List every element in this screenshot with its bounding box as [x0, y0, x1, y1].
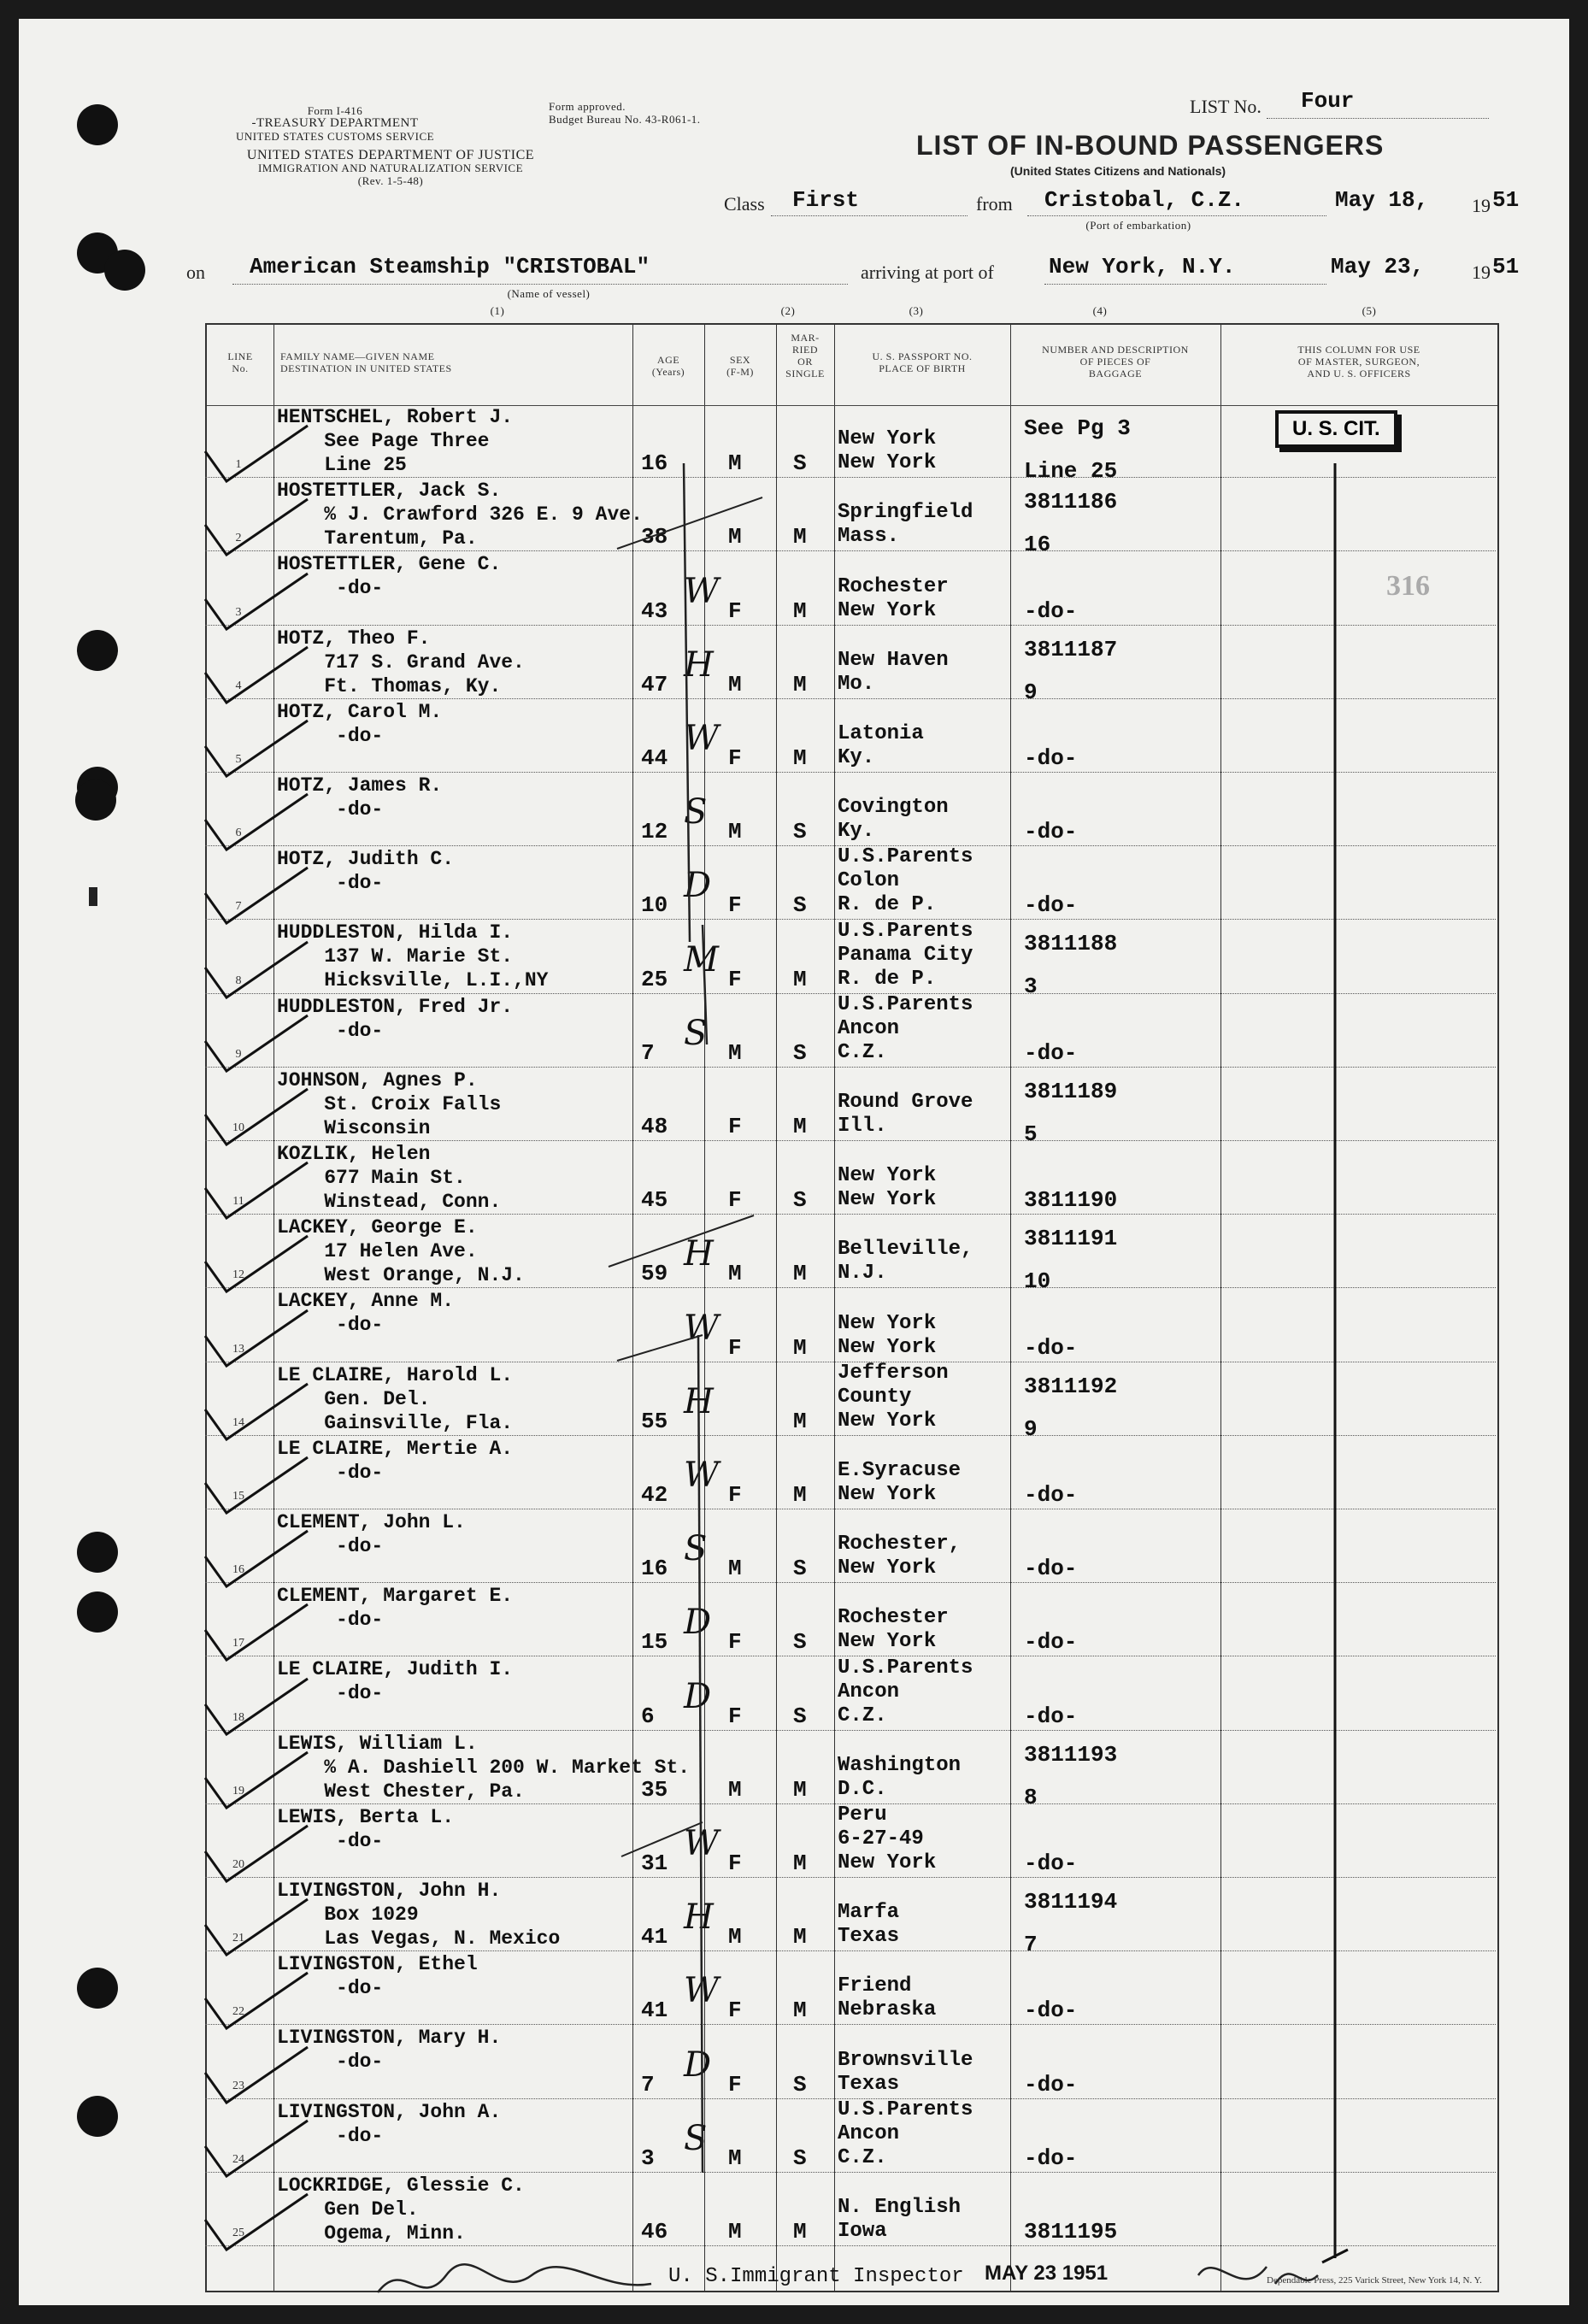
line-number: 12 — [232, 1268, 244, 1282]
place-of-birth: Rochester, New York — [838, 1533, 962, 1580]
age: 47 — [641, 671, 668, 697]
age: 25 — [641, 966, 668, 992]
place-of-birth: Rochester New York — [838, 574, 949, 622]
place-of-birth: E.Syracuse New York — [838, 1458, 962, 1506]
age: 41 — [641, 1997, 668, 2024]
baggage: -do- — [1024, 892, 1078, 919]
line-number: 19 — [232, 1784, 244, 1797]
arrival-date-stamp: MAY 23 1951 — [985, 2262, 1109, 2285]
line-number: 1 — [235, 458, 242, 472]
baggage: -do- — [1024, 1556, 1078, 1582]
baggage: -do- — [1024, 597, 1078, 624]
list-number-value: Four — [1301, 88, 1355, 114]
line-number: 17 — [232, 1637, 244, 1650]
class-value: First — [792, 187, 860, 213]
passenger-name-destination: LE CLAIRE, Mertie A. -do- — [277, 1437, 514, 1484]
rev-line: (Rev. 1-5-48) — [357, 174, 424, 187]
marital-status: M — [793, 1334, 807, 1361]
place-of-birth: New Haven Mo. — [838, 648, 949, 696]
sex: F — [728, 892, 742, 919]
age: 12 — [641, 819, 668, 845]
line-number: 9 — [235, 1047, 242, 1061]
sex: M — [728, 671, 742, 697]
sex: F — [728, 966, 742, 992]
arrival-year-prefix: 19 — [1472, 262, 1491, 283]
approval-line: Form approved. — [549, 100, 626, 113]
sex: F — [728, 1997, 742, 2024]
age: 42 — [641, 1481, 668, 1508]
col-header-officers: THIS COLUMN FOR USE OF MASTER, SURGEON, AND U. S. OFFICERS — [1297, 344, 1420, 379]
list-title: LIST OF IN-BOUND PASSENGERS — [916, 130, 1385, 161]
ins-line: IMMIGRATION AND NATURALIZATION SERVICE — [257, 162, 524, 174]
passenger-name-destination: LACKEY, Anne M. -do- — [277, 1290, 455, 1337]
vessel-caption: (Name of vessel) — [507, 287, 591, 300]
baggage: -do- — [1024, 1997, 1078, 2024]
baggage: 3811188 3 — [1024, 931, 1118, 1000]
place-of-birth: Rochester New York — [838, 1606, 949, 1654]
inspector-label: U. S.Immigrant Inspector — [668, 2265, 964, 2288]
line-number: 3 — [235, 605, 242, 619]
passenger-name-destination: KOZLIK, Helen 677 Main St. Winstead, Conn. — [277, 1143, 502, 1213]
marital-status: S — [793, 819, 807, 845]
place-of-birth: Peru 6-27-49 New York — [838, 1803, 937, 1874]
age: 41 — [641, 1924, 668, 1950]
handwritten-annotation: S — [684, 1529, 708, 1569]
budget-line: Budget Bureau No. 43-R061-1. — [549, 113, 701, 126]
column-number: (4) — [1092, 304, 1108, 317]
marital-status: S — [793, 892, 807, 919]
passenger-name-destination: HOTZ, James R. -do- — [277, 774, 443, 821]
line-number: 18 — [232, 1710, 244, 1724]
passenger-name-destination: HUDDLESTON, Hilda I. 137 W. Marie St. Hicksville, L.I.,NY — [277, 921, 549, 992]
passenger-name-destination: LIVINGSTON, Mary H. -do- — [277, 2027, 502, 2074]
passenger-name-destination: LEWIS, Berta L. -do- — [277, 1805, 455, 1852]
sex: M — [728, 1556, 742, 1582]
age: 3 — [641, 2145, 655, 2171]
column-number: (1) — [490, 304, 505, 317]
sex: M — [728, 524, 742, 550]
col-header-sex: SEX (F-M) — [726, 354, 754, 378]
place-of-birth: U.S.Parents Ancon C.Z. — [838, 1656, 973, 1727]
passenger-name-destination: HOSTETTLER, Gene C. -do- — [277, 553, 502, 600]
line-number: 6 — [235, 827, 242, 840]
class-label: Class — [724, 193, 765, 215]
marital-status: M — [793, 1997, 807, 2024]
age: 6 — [641, 1703, 655, 1729]
age: 7 — [641, 1039, 655, 1066]
baggage: -do- — [1024, 744, 1078, 771]
passenger-name-destination: JOHNSON, Agnes P. St. Croix Falls Wisconsin — [277, 1068, 502, 1139]
line-number: 15 — [232, 1489, 244, 1503]
from-year-prefix: 19 — [1472, 195, 1491, 216]
marital-status: M — [793, 966, 807, 992]
passenger-name-destination: HENTSCHEL, Robert J. See Page Three Line 25 — [277, 406, 514, 476]
col-header-line: LINE No. — [227, 350, 253, 374]
handwritten-annotation: W — [684, 718, 720, 758]
line-number: 5 — [235, 752, 242, 766]
from-label: from — [976, 193, 1013, 215]
place-of-birth: Covington Ky. — [838, 796, 949, 844]
age: 31 — [641, 1850, 668, 1876]
line-number: 8 — [235, 974, 242, 987]
sex: M — [728, 2218, 742, 2245]
sex: F — [728, 744, 742, 771]
sex: M — [728, 819, 742, 845]
marital-status: M — [793, 671, 807, 697]
age: 46 — [641, 2218, 668, 2245]
handwritten-annotation: D — [684, 2045, 712, 2085]
sex: F — [728, 1334, 742, 1361]
place-of-birth: Washington D.C. — [838, 1753, 962, 1801]
list-subtitle: (United States Citizens and Nationals) — [1010, 164, 1226, 178]
col-header-name: FAMILY NAME—GIVEN NAME DESTINATION IN UNITED STATES — [280, 350, 452, 374]
marital-status: S — [793, 1629, 807, 1656]
line-number: 21 — [232, 1932, 244, 1945]
printer-line: Dependable Press, 225 Varick Street, New York 14, N. Y. — [1267, 2275, 1482, 2286]
baggage: -do- — [1024, 819, 1078, 845]
line-number: 24 — [232, 2152, 244, 2166]
baggage: 3811186 16 — [1024, 489, 1118, 558]
age: 16 — [641, 1556, 668, 1582]
sex: M — [728, 1261, 742, 1287]
faint-page-number: 316 — [1386, 570, 1430, 602]
line-number: 2 — [235, 532, 242, 545]
vessel-name: American Steamship "CRISTOBAL" — [250, 254, 650, 279]
marital-status: M — [793, 597, 807, 624]
age: 10 — [641, 892, 668, 919]
place-of-birth: N. English Iowa — [838, 2195, 962, 2243]
marital-status: M — [793, 2218, 807, 2245]
place-of-birth: Friend Nebraska — [838, 1974, 937, 2022]
arriving-label: arriving at port of — [861, 262, 994, 283]
baggage: -do- — [1024, 1039, 1078, 1066]
baggage: 3811194 7 — [1024, 1889, 1118, 1957]
baggage: 3811195 — [1024, 2218, 1118, 2245]
marital-status: M — [793, 1481, 807, 1508]
handwritten-annotation: H — [684, 1234, 714, 1274]
marital-status: S — [793, 450, 807, 477]
sex: M — [728, 1924, 742, 1950]
line-number: 14 — [232, 1415, 244, 1429]
place-of-birth: U.S.Parents Panama City R. de P. — [838, 919, 973, 991]
sex: F — [728, 1113, 742, 1139]
marital-status: M — [793, 1776, 807, 1803]
marital-status: M — [793, 1113, 807, 1139]
place-of-birth: Jefferson County New York — [838, 1361, 949, 1433]
from-year: 51 — [1492, 187, 1520, 213]
col-header-age: AGE (Years) — [651, 354, 685, 378]
passenger-name-destination: HUDDLESTON, Fred Jr. -do- — [277, 995, 514, 1042]
line-number: 25 — [232, 2226, 244, 2239]
sex: F — [728, 1850, 742, 1876]
line-number: 7 — [235, 900, 242, 914]
age: 7 — [641, 2071, 655, 2097]
age: 44 — [641, 744, 668, 771]
marital-status: S — [793, 1556, 807, 1582]
line-number: 11 — [232, 1195, 244, 1209]
baggage: -do- — [1024, 2145, 1078, 2171]
dept-line: -TREASURY DEPARTMENT — [251, 116, 419, 130]
sex: F — [728, 2071, 742, 2097]
marital-status: S — [793, 2145, 807, 2171]
place-of-birth: Latonia Ky. — [838, 721, 924, 769]
place-of-birth: Brownsville Texas — [838, 2048, 973, 2096]
place-of-birth: Marfa Texas — [838, 1901, 900, 1949]
arrival-date: May 23, — [1331, 254, 1425, 279]
passenger-name-destination: HOTZ, Judith C. -do- — [277, 848, 455, 895]
passenger-name-destination: CLEMENT, John L. -do- — [277, 1511, 466, 1557]
passenger-name-destination: LIVINGSTON, John A. -do- — [277, 2100, 502, 2147]
list-number-label: LIST No. — [1190, 96, 1262, 117]
sex: F — [728, 1481, 742, 1508]
marital-status: M — [793, 1850, 807, 1876]
sex: F — [728, 1187, 742, 1214]
passenger-name-destination: LEWIS, William L. % A. Dashiell 200 W. Market St. West Chester, Pa. — [277, 1732, 691, 1803]
line-number: 10 — [232, 1121, 244, 1134]
column-number: (2) — [780, 304, 796, 317]
place-of-birth: Belleville, N.J. — [838, 1238, 973, 1286]
marital-status: M — [793, 1261, 807, 1287]
baggage: 3811193 8 — [1024, 1741, 1118, 1810]
handwritten-annotation: W — [684, 1308, 720, 1348]
handwritten-annotation: S — [684, 2118, 708, 2158]
line-number: 23 — [232, 2079, 244, 2092]
handwritten-annotation: W — [684, 1455, 720, 1495]
baggage: -do- — [1024, 1703, 1078, 1729]
passenger-name-destination: CLEMENT, Margaret E. -do- — [277, 1585, 514, 1632]
handwritten-annotation: W — [684, 571, 720, 611]
marital-status: S — [793, 1187, 807, 1214]
form-number: Form I-416 — [307, 104, 363, 117]
baggage: 3811190 — [1024, 1187, 1118, 1214]
marital-status: S — [793, 1703, 807, 1729]
handwritten-annotation: H — [684, 1381, 714, 1421]
place-of-birth: New York New York — [838, 1164, 937, 1212]
handwritten-annotation: D — [684, 866, 712, 906]
age: 38 — [641, 524, 668, 550]
col-header-married: MAR- RIED OR SINGLE — [785, 332, 825, 379]
port-caption: (Port of embarkation) — [1085, 219, 1191, 232]
sex: M — [728, 1039, 742, 1066]
col-header-baggage: NUMBER AND DESCRIPTION OF PIECES OF BAGGAGE — [1042, 344, 1189, 379]
place-of-birth: U.S.Parents Ancon C.Z. — [838, 992, 973, 1064]
place-of-birth: New York New York — [838, 1311, 937, 1359]
age: 59 — [641, 1261, 668, 1287]
age: 16 — [641, 450, 668, 477]
handwritten-annotation: S — [684, 792, 708, 833]
marital-status: M — [793, 524, 807, 550]
col-header-passport: U. S. PASSPORT NO. PLACE OF BIRTH — [872, 350, 973, 374]
sex: F — [728, 1629, 742, 1656]
baggage: -do- — [1024, 1629, 1078, 1656]
arrival-port: New York, N.Y. — [1049, 254, 1236, 279]
sex: F — [728, 597, 742, 624]
handwritten-annotation: D — [684, 1603, 712, 1643]
marital-status: S — [793, 1039, 807, 1066]
baggage: See Pg 3 Line 25 — [1024, 415, 1131, 484]
age: 45 — [641, 1187, 668, 1214]
passenger-name-destination: HOTZ, Theo F. 717 S. Grand Ave. Ft. Thomas, Ky. — [277, 627, 525, 697]
line-number: 20 — [232, 1857, 244, 1871]
age: 48 — [641, 1113, 668, 1139]
sex: F — [728, 1703, 742, 1729]
line-number: 16 — [232, 1563, 244, 1577]
baggage: 3811191 10 — [1024, 1226, 1118, 1295]
place-of-birth: Springfield Mass. — [838, 501, 973, 549]
baggage: 3811189 5 — [1024, 1078, 1118, 1147]
sex: M — [728, 1776, 742, 1803]
column-number: (5) — [1362, 304, 1377, 317]
line-number: 13 — [232, 1342, 244, 1356]
document-page — [19, 19, 1569, 2305]
marital-status: M — [793, 1408, 807, 1434]
baggage: -do- — [1024, 1334, 1078, 1361]
sex: M — [728, 450, 742, 477]
passenger-name-destination: HOTZ, Carol M. -do- — [277, 700, 443, 747]
column-number: (3) — [909, 304, 924, 317]
arrival-year: 51 — [1492, 254, 1520, 279]
marital-status: S — [793, 2071, 807, 2097]
baggage: 3811187 9 — [1024, 636, 1118, 705]
passenger-name-destination: LE CLAIRE, Harold L. Gen. Del. Gainsville, Fla. — [277, 1363, 514, 1434]
line-number: 4 — [235, 679, 242, 692]
handwritten-annotation: S — [684, 1013, 708, 1053]
marital-status: M — [793, 1924, 807, 1950]
age: 55 — [641, 1408, 668, 1434]
place-of-birth: U.S.Parents Colon R. de P. — [838, 845, 973, 917]
line-number: 22 — [232, 2005, 244, 2019]
passenger-name-destination: LOCKRIDGE, Glessie C. Gen Del. Ogema, Minn. — [277, 2174, 525, 2245]
on-label: on — [186, 262, 205, 283]
passenger-name-destination: LIVINGSTON, John H. Box 1029 Las Vegas, N. Mexico — [277, 1880, 561, 1950]
baggage: -do- — [1024, 1481, 1078, 1508]
age: 43 — [641, 597, 668, 624]
passenger-name-destination: LE CLAIRE, Judith I. -do- — [277, 1658, 514, 1705]
place-of-birth: U.S.Parents Ancon C.Z. — [838, 2097, 973, 2169]
place-of-birth: New York New York — [838, 427, 937, 475]
passenger-name-destination: LACKEY, George E. 17 Helen Ave. West Orange, N.J. — [277, 1216, 525, 1287]
handwritten-annotation: H — [684, 1897, 714, 1938]
us-citizen-stamp: U. S. CIT. — [1275, 410, 1397, 448]
baggage: -do- — [1024, 1850, 1078, 1876]
baggage: 3811192 9 — [1024, 1373, 1118, 1442]
handwritten-annotation: H — [684, 644, 714, 685]
age: 35 — [641, 1776, 668, 1803]
passenger-name-destination: HOSTETTLER, Jack S. % J. Crawford 326 E. 9 Ave. Tarentum, Pa. — [277, 480, 643, 550]
handwritten-annotation: M — [684, 939, 719, 980]
justice-line: UNITED STATES DEPARTMENT OF JUSTICE — [246, 148, 535, 162]
baggage: -do- — [1024, 2071, 1078, 2097]
marital-status: M — [793, 744, 807, 771]
handwritten-annotation: D — [684, 1676, 712, 1716]
handwritten-annotation: W — [684, 1823, 720, 1863]
passenger-name-destination: LIVINGSTON, Ethel -do- — [277, 1953, 478, 2000]
handwritten-marks — [19, 19, 1569, 2305]
age: 15 — [641, 1629, 668, 1656]
customs-line: UNITED STATES CUSTOMS SERVICE — [235, 130, 435, 143]
from-port: Cristobal, C.Z. — [1044, 187, 1245, 213]
handwritten-annotation: W — [684, 1971, 720, 2011]
from-date: May 18, — [1335, 187, 1429, 213]
place-of-birth: Round Grove Ill. — [838, 1090, 973, 1138]
sex: M — [728, 2145, 742, 2171]
